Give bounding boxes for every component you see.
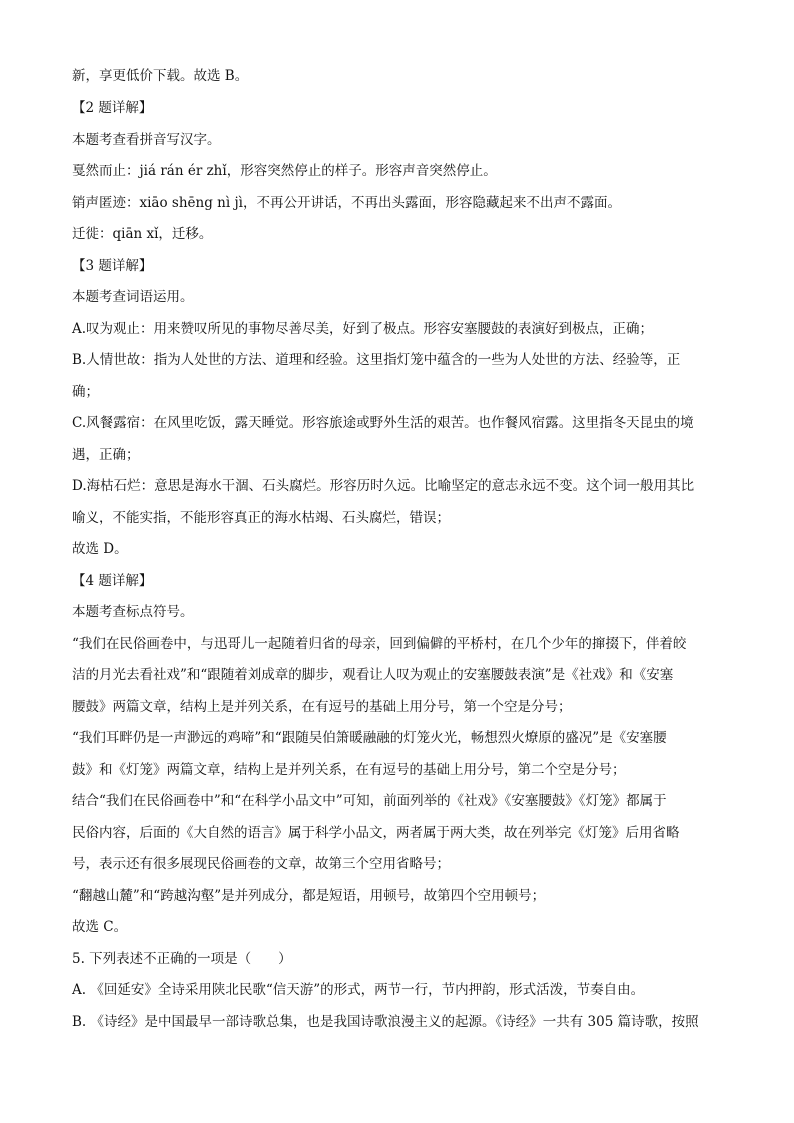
text-line: 本题考查词语运用。 (72, 289, 194, 305)
text-line: 确； (72, 384, 99, 400)
section-heading: 【4 题详解】 (72, 573, 153, 589)
question-stem: 5. 下列表述不正确的一项是（ ） (72, 951, 292, 967)
text-line: 号，表示还有很多展现民俗画卷的文章，故第三个空用省略号； (72, 856, 450, 872)
text-line: 迁徙：qiān xǐ，迁移。 (72, 226, 213, 242)
text-line: “翻越山麓”和“跨越沟壑”是并列成分，都是短语，用顿号，故第四个空用顿号； (72, 888, 546, 904)
section-heading: 【3 题详解】 (72, 258, 153, 274)
text-line: 民俗内容，后面的《大自然的语言》属于科学小品文，两者属于两大类，故在列举完《灯笼》后用省略 (72, 825, 680, 841)
text-line: 新，享更低价下载。故选 B。 (72, 68, 249, 84)
text-line: 洁的月光去看社戏”和“跟随着刘成章的脚步，观看让人叹为观止的安塞腰鼓表演”是《社戏》和《安塞 (72, 667, 674, 683)
text-line: B.人情世故：指为人处世的方法、道理和经验。这里指灯笼中蕴含的一些为人处世的方法、经验等，正 (72, 352, 681, 368)
text-line: 遇，正确； (72, 447, 140, 463)
text-line: 故选 C。 (72, 919, 128, 935)
section-heading: 【2 题详解】 (72, 100, 153, 116)
text-line: 结合“我们在民俗画卷中”和“在科学小品文中”可知，前面列举的《社戏》《安塞腰鼓》《灯笼》都属于 (72, 793, 667, 809)
text-line: 喻义，不能实指，不能形容真正的海水枯竭、石头腐烂，错误； (72, 510, 450, 526)
text-line: C.风餐露宿：在风里吃饭，露天睡觉。形容旅途或野外生活的艰苦。也作餐风宿露。这里指冬天昆虫的境 (72, 415, 694, 431)
text-line: “我们在民俗画卷中，与迅哥儿一起随着归省的母亲，回到偏僻的平桥村，在几个少年的撺掇下，伴着皎 (72, 636, 687, 652)
text-line: 本题考查看拼音写汉字。 (72, 132, 221, 148)
text-line: 戛然而止：jiá rán ér zhǐ，形容突然停止的样子。形容声音突然停止。 (72, 163, 497, 179)
option-a: A. 《回延安》全诗采用陕北民歌“信天游”的形式，两节一行，节内押韵，形式活泼，节奏自由。 (72, 982, 645, 998)
text-line: “我们耳畔仍是一声渺远的鸡啼”和“跟随吴伯箫暖融融的灯笼火光，畅想烈火燎原的盛况”是《安塞腰 (72, 730, 667, 746)
text-line: 鼓》和《灯笼》两篇文章，结构上是并列关系，在有逗号的基础上用分号，第二个空是分号； (72, 762, 626, 778)
text-line: 销声匿迹：xiāo shēng nì jì，不再公开讲话，不再出头露面，形容隐藏起来不出声不露面。 (72, 195, 621, 211)
text-line: 腰鼓》两篇文章，结构上是并列关系，在有逗号的基础上用分号，第一个空是分号； (72, 699, 572, 715)
text-line: A.叹为观止：用来赞叹所见的事物尽善尽美，好到了极点。形容安塞腰鼓的表演好到极点，正确； (72, 321, 654, 337)
option-b: B. 《诗经》是中国最早一部诗歌总集，也是我国诗歌浪漫主义的起源。《诗经》一共有 305 篇诗歌，按照 (72, 1014, 699, 1030)
text-line: 故选 D。 (72, 541, 128, 557)
text-line: D.海枯石烂：意思是海水干涸、石头腐烂。形容历时久远。比喻坚定的意志永远不变。这个词一般用其比 (72, 478, 695, 494)
text-line: 本题考查标点符号。 (72, 604, 194, 620)
